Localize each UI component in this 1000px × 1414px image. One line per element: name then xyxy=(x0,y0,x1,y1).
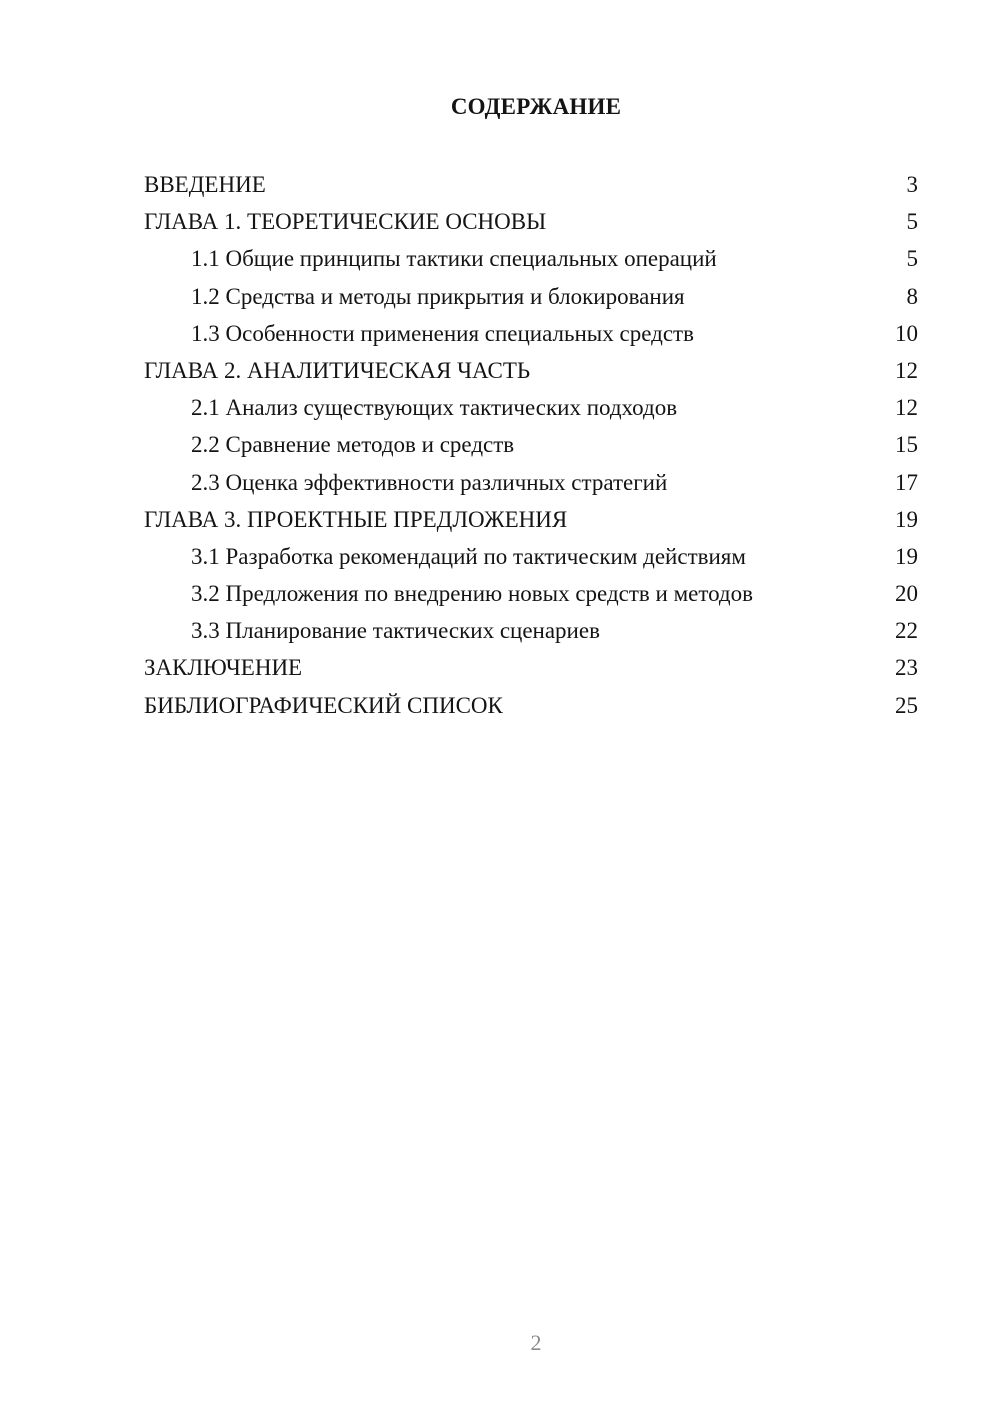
toc-entry-label: 1.3 Особенности применения специальных средств xyxy=(191,320,694,346)
page-title: СОДЕРЖАНИЕ xyxy=(450,94,622,119)
toc-entry-section-2-1[interactable] xyxy=(144,389,918,426)
toc-entry-section-1-3[interactable] xyxy=(144,315,918,352)
toc-entry-page: 5 xyxy=(906,246,918,272)
toc-entry-page: 19 xyxy=(895,543,918,569)
page-number: 2 xyxy=(530,1330,542,1355)
toc-entry-chapter-3[interactable] xyxy=(144,501,918,538)
toc-entry-label: 3.1 Разработка рекомендаций по тактическим действиям xyxy=(191,543,746,569)
toc-entry-page: 3 xyxy=(906,172,918,197)
table-of-contents xyxy=(144,166,918,724)
toc-entry-page: 5 xyxy=(906,209,918,235)
toc-entry-label: ВВЕДЕНИЕ xyxy=(144,172,266,197)
toc-entry-label: ГЛАВА 2. АНАЛИТИЧЕСКАЯ ЧАСТЬ xyxy=(144,357,531,383)
toc-entry-label: ГЛАВА 1. ТЕОРЕТИЧЕСКИЕ ОСНОВЫ xyxy=(144,209,547,235)
toc-entry-section-1-2[interactable] xyxy=(144,278,918,315)
toc-entry-conclusion[interactable] xyxy=(144,649,918,686)
toc-entry-page: 19 xyxy=(895,506,918,532)
toc-entry-page: 25 xyxy=(895,692,918,718)
toc-entry-page: 22 xyxy=(895,618,918,644)
toc-entry-chapter-1[interactable] xyxy=(144,203,918,240)
toc-entry-section-3-3[interactable] xyxy=(144,612,918,649)
toc-entry-chapter-2[interactable] xyxy=(144,352,918,389)
toc-entry-page: 15 xyxy=(895,432,918,458)
toc-entry-section-3-1[interactable] xyxy=(144,538,918,575)
toc-entry-page: 23 xyxy=(895,655,918,681)
toc-entry-label: 1.2 Средства и методы прикрытия и блокирования xyxy=(191,283,685,309)
toc-entry-label: БИБЛИОГРАФИЧЕСКИЙ СПИСОК xyxy=(144,692,503,718)
toc-entry-section-2-2[interactable] xyxy=(144,426,918,463)
toc-entry-label: 3.3 Планирование тактических сценариев xyxy=(191,618,600,644)
toc-entry-page: 10 xyxy=(895,320,918,346)
toc-entry-section-1-1[interactable] xyxy=(144,240,918,277)
toc-entry-page: 12 xyxy=(895,357,918,383)
toc-entry-page: 17 xyxy=(895,469,918,495)
toc-entry-page: 12 xyxy=(895,395,918,421)
toc-entry-page: 8 xyxy=(906,283,918,309)
toc-entry-introduction[interactable] xyxy=(144,166,918,203)
toc-entry-label: 3.2 Предложения по внедрению новых средств и методов xyxy=(191,581,753,607)
toc-entry-label: ГЛАВА 3. ПРОЕКТНЫЕ ПРЕДЛОЖЕНИЯ xyxy=(144,506,568,532)
toc-entry-label: 2.2 Сравнение методов и средств xyxy=(191,432,515,458)
toc-entry-bibliography[interactable] xyxy=(144,687,918,724)
toc-entry-label: 1.1 Общие принципы тактики специальных операций xyxy=(191,246,717,272)
toc-entry-label: 2.1 Анализ существующих тактических подходов xyxy=(191,395,678,421)
toc-entry-page: 20 xyxy=(895,581,918,607)
toc-entry-section-2-3[interactable] xyxy=(144,464,918,501)
toc-entry-label: ЗАКЛЮЧЕНИЕ xyxy=(144,655,303,681)
toc-entry-label: 2.3 Оценка эффективности различных стратегий xyxy=(191,469,668,495)
toc-entry-section-3-2[interactable] xyxy=(144,575,918,612)
